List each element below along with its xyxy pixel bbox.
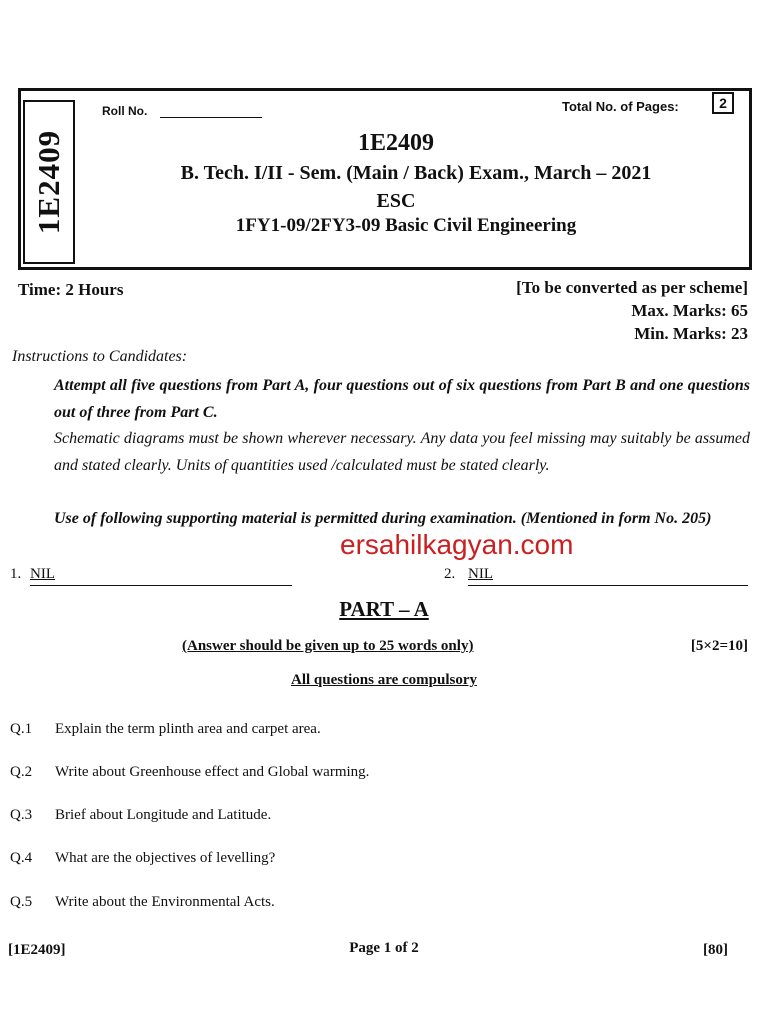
question-text: What are the objectives of levelling? <box>55 850 276 866</box>
material-value: NIL <box>468 566 493 582</box>
watermark-text: ersahilkagyan.com <box>340 529 574 560</box>
footer-total: [80] <box>703 942 728 958</box>
question-number: Q.4 <box>10 850 33 866</box>
material-number: 2. <box>444 566 456 582</box>
question-text: Write about Greenhouse effect and Global warming. <box>55 764 370 780</box>
material-underline <box>468 585 748 586</box>
compulsory-note: All questions are compulsory <box>291 672 477 688</box>
question-number: Q.3 <box>10 807 33 823</box>
paper-code: 1E2409 <box>357 130 434 156</box>
min-marks: Min. Marks: 23 <box>634 324 748 343</box>
instruction-item: Attempt all five questions from Part A, four questions out of six questions from Part B and one questions out of three from Part C. <box>54 377 750 421</box>
part-a-title: PART – A <box>339 597 429 621</box>
side-paper-code: 1E2409 <box>31 129 66 235</box>
instructions-title: Instructions to Candidates: <box>12 348 188 365</box>
roll-no-blank <box>160 117 262 118</box>
footer-page-number: Page 1 of 2 <box>349 940 419 956</box>
question-text: Explain the term plinth area and carpet area. <box>55 721 321 737</box>
part-a-marks: [5×2=10] <box>690 638 748 654</box>
exam-title: B. Tech. I/II - Sem. (Main / Back) Exam., March – 2021 <box>180 162 652 184</box>
question-number: Q.1 <box>10 721 33 737</box>
footer-paper-code: [1E2409] <box>8 942 66 958</box>
question-number: Q.2 <box>10 764 33 780</box>
answer-length-note: (Answer should be given up to 25 words only) <box>182 638 474 654</box>
instruction-item: Schematic diagrams must be shown wherever necessary. Any data you feel missing may suitably be assumed and stated clearly. Units of quantities used /calculated must be stated clearly. <box>54 430 750 474</box>
material-number: 1. <box>10 566 22 582</box>
material-value: NIL <box>30 566 55 582</box>
material-underline <box>30 585 292 586</box>
conversion-note: [To be converted as per scheme] <box>516 278 748 297</box>
question-number: Q.5 <box>10 894 33 910</box>
subject-short: ESC <box>376 190 416 212</box>
instruction-item: Use of following supporting material is permitted during examination. (Mentioned in form No. 205) <box>54 510 712 527</box>
max-marks: Max. Marks: 65 <box>631 301 748 320</box>
question-text: Write about the Environmental Acts. <box>55 894 275 910</box>
subject-full: 1FY1-09/2FY3-09 Basic Civil Engineering <box>235 215 577 236</box>
time-label: Time: 2 Hours <box>18 280 124 299</box>
total-pages-label: Total No. of Pages: <box>562 99 679 114</box>
total-pages-value: 2 <box>712 92 734 114</box>
roll-no-label: Roll No. <box>102 104 148 118</box>
question-text: Brief about Longitude and Latitude. <box>55 807 272 823</box>
